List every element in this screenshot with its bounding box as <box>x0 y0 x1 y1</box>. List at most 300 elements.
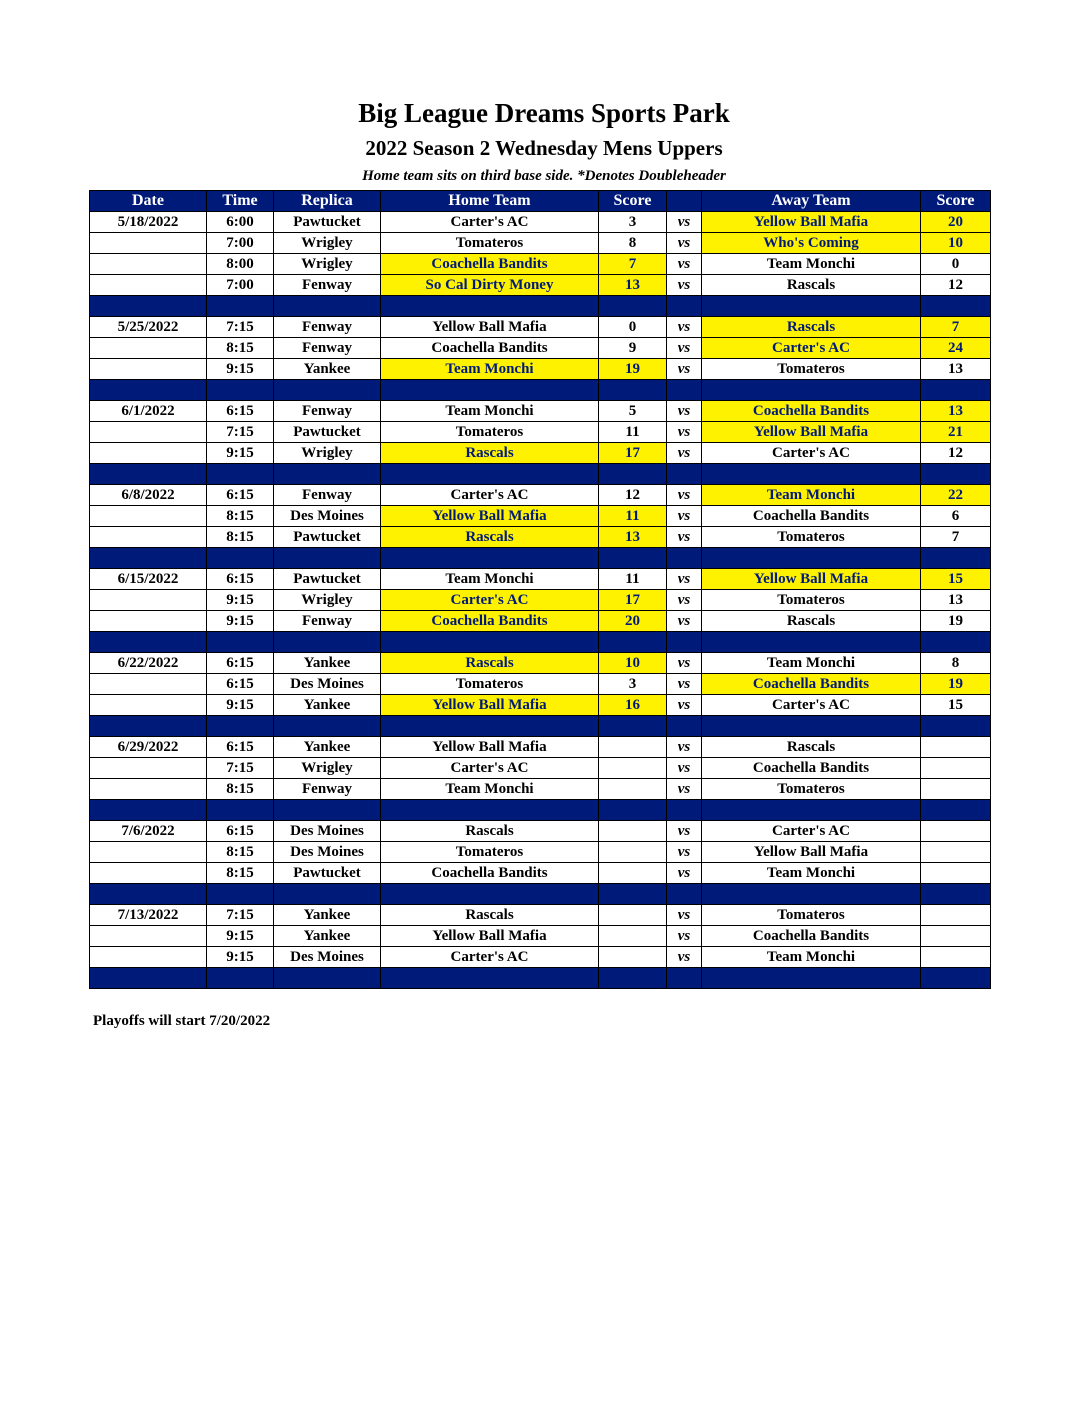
game-row <box>90 758 991 779</box>
week-separator <box>90 968 991 989</box>
vs-label: vs <box>667 401 702 422</box>
vs-label: vs <box>667 695 702 716</box>
game-date <box>90 443 207 464</box>
vs-label: vs <box>667 359 702 380</box>
game-time: 9:15 <box>207 359 274 380</box>
game-field: Wrigley <box>274 758 381 779</box>
home-score <box>599 926 667 947</box>
home-team: Carter's AC <box>381 947 599 968</box>
game-time: 9:15 <box>207 590 274 611</box>
separator-cell <box>599 800 667 821</box>
away-team: Tomateros <box>702 590 921 611</box>
separator-cell <box>381 548 599 569</box>
home-score: 8 <box>599 233 667 254</box>
vs-label: vs <box>667 842 702 863</box>
away-team: Yellow Ball Mafia <box>702 422 921 443</box>
separator-cell <box>90 968 207 989</box>
home-team: Yellow Ball Mafia <box>381 926 599 947</box>
home-score: 11 <box>599 569 667 590</box>
home-team: Team Monchi <box>381 779 599 800</box>
away-team: Carter's AC <box>702 443 921 464</box>
week-separator <box>90 296 991 317</box>
game-row <box>90 338 991 359</box>
separator-cell <box>921 296 991 317</box>
separator-cell <box>921 716 991 737</box>
away-team: Team Monchi <box>702 947 921 968</box>
game-time: 9:15 <box>207 695 274 716</box>
game-time: 7:00 <box>207 275 274 296</box>
vs-label: vs <box>667 212 702 233</box>
game-field: Pawtucket <box>274 212 381 233</box>
separator-cell <box>921 464 991 485</box>
home-team: Team Monchi <box>381 401 599 422</box>
game-row <box>90 422 991 443</box>
away-team: Team Monchi <box>702 254 921 275</box>
game-row <box>90 401 991 422</box>
separator-cell <box>599 968 667 989</box>
header-vs <box>667 191 702 212</box>
game-time: 6:15 <box>207 737 274 758</box>
separator-cell <box>274 464 381 485</box>
home-score: 12 <box>599 485 667 506</box>
game-field: Wrigley <box>274 233 381 254</box>
separator-cell <box>702 716 921 737</box>
game-date: 6/8/2022 <box>90 485 207 506</box>
separator-cell <box>667 632 702 653</box>
separator-cell <box>90 548 207 569</box>
separator-cell <box>599 464 667 485</box>
game-time: 8:15 <box>207 506 274 527</box>
game-field: Fenway <box>274 401 381 422</box>
game-time: 6:15 <box>207 569 274 590</box>
separator-cell <box>381 800 599 821</box>
schedule-table <box>89 190 991 989</box>
home-team: Tomateros <box>381 233 599 254</box>
separator-cell <box>274 632 381 653</box>
away-score: 13 <box>921 401 991 422</box>
game-date: 7/13/2022 <box>90 905 207 926</box>
header-home-team: Home Team <box>381 191 599 212</box>
away-team: Rascals <box>702 611 921 632</box>
game-time: 8:15 <box>207 338 274 359</box>
home-score: 19 <box>599 359 667 380</box>
vs-label: vs <box>667 317 702 338</box>
vs-label: vs <box>667 821 702 842</box>
game-time: 7:00 <box>207 233 274 254</box>
separator-cell <box>381 632 599 653</box>
away-score: 13 <box>921 359 991 380</box>
separator-cell <box>207 548 274 569</box>
game-field: Wrigley <box>274 443 381 464</box>
separator-cell <box>274 716 381 737</box>
game-time: 9:15 <box>207 443 274 464</box>
vs-label: vs <box>667 611 702 632</box>
vs-label: vs <box>667 338 702 359</box>
vs-label: vs <box>667 443 702 464</box>
home-score: 16 <box>599 695 667 716</box>
vs-label: vs <box>667 674 702 695</box>
game-time: 7:15 <box>207 758 274 779</box>
away-team: Coachella Bandits <box>702 926 921 947</box>
game-field: Des Moines <box>274 506 381 527</box>
playoffs-note: Playoffs will start 7/20/2022 <box>93 1013 271 1029</box>
away-score: 10 <box>921 233 991 254</box>
separator-cell <box>381 716 599 737</box>
home-team: Tomateros <box>381 842 599 863</box>
game-date <box>90 842 207 863</box>
away-score: 12 <box>921 443 991 464</box>
vs-label: vs <box>667 254 702 275</box>
game-date: 5/25/2022 <box>90 317 207 338</box>
away-team: Yellow Ball Mafia <box>702 569 921 590</box>
game-time: 6:15 <box>207 674 274 695</box>
home-team: Yellow Ball Mafia <box>381 506 599 527</box>
home-score <box>599 779 667 800</box>
game-row <box>90 590 991 611</box>
home-team: Coachella Bandits <box>381 611 599 632</box>
separator-cell <box>702 632 921 653</box>
separator-cell <box>274 296 381 317</box>
vs-label: vs <box>667 233 702 254</box>
game-field: Fenway <box>274 485 381 506</box>
week-separator <box>90 716 991 737</box>
game-field: Yankee <box>274 926 381 947</box>
home-team: Rascals <box>381 653 599 674</box>
header-time: Time <box>207 191 274 212</box>
home-score: 9 <box>599 338 667 359</box>
game-row <box>90 611 991 632</box>
week-separator <box>90 632 991 653</box>
game-date <box>90 527 207 548</box>
vs-label: vs <box>667 590 702 611</box>
game-time: 7:15 <box>207 422 274 443</box>
away-score <box>921 821 991 842</box>
game-row <box>90 527 991 548</box>
game-row <box>90 443 991 464</box>
separator-cell <box>274 800 381 821</box>
home-team: Coachella Bandits <box>381 254 599 275</box>
game-time: 6:15 <box>207 485 274 506</box>
game-field: Pawtucket <box>274 569 381 590</box>
away-team: Tomateros <box>702 905 921 926</box>
home-score: 13 <box>599 527 667 548</box>
away-team: Tomateros <box>702 779 921 800</box>
game-date: 6/1/2022 <box>90 401 207 422</box>
week-separator <box>90 884 991 905</box>
home-team: Yellow Ball Mafia <box>381 317 599 338</box>
home-score <box>599 758 667 779</box>
game-date <box>90 590 207 611</box>
away-team: Coachella Bandits <box>702 506 921 527</box>
away-score <box>921 905 991 926</box>
separator-cell <box>90 884 207 905</box>
home-team: Yellow Ball Mafia <box>381 737 599 758</box>
home-team: Carter's AC <box>381 485 599 506</box>
home-team: Tomateros <box>381 422 599 443</box>
separator-cell <box>90 716 207 737</box>
game-field: Pawtucket <box>274 863 381 884</box>
away-team: Team Monchi <box>702 485 921 506</box>
game-field: Fenway <box>274 779 381 800</box>
vs-label: vs <box>667 527 702 548</box>
home-score <box>599 863 667 884</box>
header-row <box>90 191 991 212</box>
away-team: Team Monchi <box>702 653 921 674</box>
game-date: 6/22/2022 <box>90 653 207 674</box>
game-date <box>90 254 207 275</box>
separator-cell <box>702 464 921 485</box>
game-row <box>90 695 991 716</box>
away-team: Coachella Bandits <box>702 401 921 422</box>
separator-cell <box>921 548 991 569</box>
home-score: 3 <box>599 212 667 233</box>
vs-label: vs <box>667 506 702 527</box>
separator-cell <box>702 884 921 905</box>
game-date <box>90 611 207 632</box>
separator-cell <box>667 968 702 989</box>
game-time: 9:15 <box>207 611 274 632</box>
away-team: Carter's AC <box>702 338 921 359</box>
separator-cell <box>599 296 667 317</box>
separator-cell <box>90 800 207 821</box>
separator-cell <box>921 380 991 401</box>
home-score <box>599 905 667 926</box>
home-team: Coachella Bandits <box>381 338 599 359</box>
game-date <box>90 758 207 779</box>
separator-cell <box>667 884 702 905</box>
game-field: Pawtucket <box>274 422 381 443</box>
vs-label: vs <box>667 947 702 968</box>
game-date <box>90 863 207 884</box>
home-score: 10 <box>599 653 667 674</box>
home-score <box>599 821 667 842</box>
away-team: Rascals <box>702 737 921 758</box>
away-score: 7 <box>921 317 991 338</box>
home-score: 11 <box>599 422 667 443</box>
game-time: 8:15 <box>207 863 274 884</box>
week-separator <box>90 548 991 569</box>
vs-label: vs <box>667 485 702 506</box>
separator-cell <box>381 968 599 989</box>
header-away-score: Score <box>921 191 991 212</box>
separator-cell <box>381 380 599 401</box>
away-team: Carter's AC <box>702 821 921 842</box>
away-score <box>921 926 991 947</box>
separator-cell <box>90 296 207 317</box>
away-team: Tomateros <box>702 527 921 548</box>
home-team: So Cal Dirty Money <box>381 275 599 296</box>
header-replica: Replica <box>274 191 381 212</box>
game-field: Des Moines <box>274 674 381 695</box>
home-team: Rascals <box>381 443 599 464</box>
away-score: 15 <box>921 569 991 590</box>
game-field: Yankee <box>274 905 381 926</box>
game-time: 6:15 <box>207 653 274 674</box>
game-time: 8:00 <box>207 254 274 275</box>
home-team: Carter's AC <box>381 758 599 779</box>
away-score: 7 <box>921 527 991 548</box>
separator-cell <box>381 296 599 317</box>
away-score <box>921 863 991 884</box>
separator-cell <box>667 296 702 317</box>
home-team: Team Monchi <box>381 569 599 590</box>
game-time: 6:15 <box>207 821 274 842</box>
game-date <box>90 674 207 695</box>
home-score: 17 <box>599 443 667 464</box>
separator-cell <box>207 884 274 905</box>
game-row <box>90 905 991 926</box>
game-date: 6/15/2022 <box>90 569 207 590</box>
schedule-note: Home team sits on third base side. *Denotes Doubleheader <box>362 168 726 184</box>
separator-cell <box>207 632 274 653</box>
game-field: Wrigley <box>274 590 381 611</box>
separator-cell <box>207 968 274 989</box>
game-row <box>90 317 991 338</box>
game-row <box>90 737 991 758</box>
game-row <box>90 863 991 884</box>
game-field: Des Moines <box>274 947 381 968</box>
game-field: Yankee <box>274 359 381 380</box>
vs-label: vs <box>667 275 702 296</box>
away-team: Coachella Bandits <box>702 674 921 695</box>
week-separator <box>90 380 991 401</box>
away-team: Rascals <box>702 275 921 296</box>
away-score: 15 <box>921 695 991 716</box>
away-score: 24 <box>921 338 991 359</box>
separator-cell <box>921 632 991 653</box>
game-row <box>90 926 991 947</box>
game-time: 7:15 <box>207 317 274 338</box>
home-team: Tomateros <box>381 674 599 695</box>
home-team: Team Monchi <box>381 359 599 380</box>
game-field: Pawtucket <box>274 527 381 548</box>
game-field: Des Moines <box>274 842 381 863</box>
away-score: 20 <box>921 212 991 233</box>
vs-label: vs <box>667 569 702 590</box>
game-row <box>90 821 991 842</box>
game-field: Yankee <box>274 695 381 716</box>
home-team: Rascals <box>381 527 599 548</box>
game-date <box>90 926 207 947</box>
away-team: Carter's AC <box>702 695 921 716</box>
separator-cell <box>274 884 381 905</box>
separator-cell <box>90 380 207 401</box>
home-team: Rascals <box>381 905 599 926</box>
separator-cell <box>207 380 274 401</box>
separator-cell <box>921 800 991 821</box>
game-row <box>90 254 991 275</box>
home-team: Carter's AC <box>381 212 599 233</box>
game-time: 6:00 <box>207 212 274 233</box>
home-team: Rascals <box>381 821 599 842</box>
away-score: 12 <box>921 275 991 296</box>
home-score <box>599 842 667 863</box>
separator-cell <box>599 884 667 905</box>
game-row <box>90 569 991 590</box>
separator-cell <box>667 800 702 821</box>
home-score: 20 <box>599 611 667 632</box>
page-title: Big League Dreams Sports Park <box>358 98 730 128</box>
away-score: 22 <box>921 485 991 506</box>
away-score: 6 <box>921 506 991 527</box>
game-date <box>90 422 207 443</box>
away-score: 19 <box>921 611 991 632</box>
away-score <box>921 947 991 968</box>
page-subtitle: 2022 Season 2 Wednesday Mens Uppers <box>365 136 723 160</box>
game-field: Des Moines <box>274 821 381 842</box>
game-row <box>90 842 991 863</box>
game-field: Fenway <box>274 611 381 632</box>
game-time: 9:15 <box>207 947 274 968</box>
game-row <box>90 485 991 506</box>
vs-label: vs <box>667 422 702 443</box>
away-team: Who's Coming <box>702 233 921 254</box>
home-score: 7 <box>599 254 667 275</box>
game-field: Fenway <box>274 338 381 359</box>
separator-cell <box>702 296 921 317</box>
vs-label: vs <box>667 758 702 779</box>
game-time: 8:15 <box>207 779 274 800</box>
separator-cell <box>274 968 381 989</box>
game-date: 5/18/2022 <box>90 212 207 233</box>
game-row <box>90 275 991 296</box>
separator-cell <box>381 464 599 485</box>
separator-cell <box>667 548 702 569</box>
separator-cell <box>921 884 991 905</box>
header-home-score: Score <box>599 191 667 212</box>
home-score <box>599 737 667 758</box>
game-row <box>90 212 991 233</box>
separator-cell <box>702 548 921 569</box>
home-score: 17 <box>599 590 667 611</box>
away-score: 19 <box>921 674 991 695</box>
away-score <box>921 779 991 800</box>
away-score <box>921 737 991 758</box>
game-time: 8:15 <box>207 527 274 548</box>
game-field: Yankee <box>274 737 381 758</box>
game-row <box>90 233 991 254</box>
game-row <box>90 779 991 800</box>
home-score: 3 <box>599 674 667 695</box>
separator-cell <box>667 716 702 737</box>
header-date: Date <box>90 191 207 212</box>
home-score: 5 <box>599 401 667 422</box>
away-team: Team Monchi <box>702 863 921 884</box>
vs-label: vs <box>667 779 702 800</box>
game-time: 8:15 <box>207 842 274 863</box>
home-team: Carter's AC <box>381 590 599 611</box>
schedule-body <box>90 212 991 989</box>
away-team: Yellow Ball Mafia <box>702 842 921 863</box>
game-field: Fenway <box>274 275 381 296</box>
separator-cell <box>207 464 274 485</box>
game-date <box>90 695 207 716</box>
game-field: Fenway <box>274 317 381 338</box>
away-score: 13 <box>921 590 991 611</box>
game-date <box>90 233 207 254</box>
separator-cell <box>599 548 667 569</box>
separator-cell <box>702 380 921 401</box>
separator-cell <box>207 800 274 821</box>
separator-cell <box>207 716 274 737</box>
separator-cell <box>381 884 599 905</box>
game-row <box>90 674 991 695</box>
game-field: Wrigley <box>274 254 381 275</box>
away-score: 0 <box>921 254 991 275</box>
home-score: 0 <box>599 317 667 338</box>
header-away-team: Away Team <box>702 191 921 212</box>
separator-cell <box>667 380 702 401</box>
